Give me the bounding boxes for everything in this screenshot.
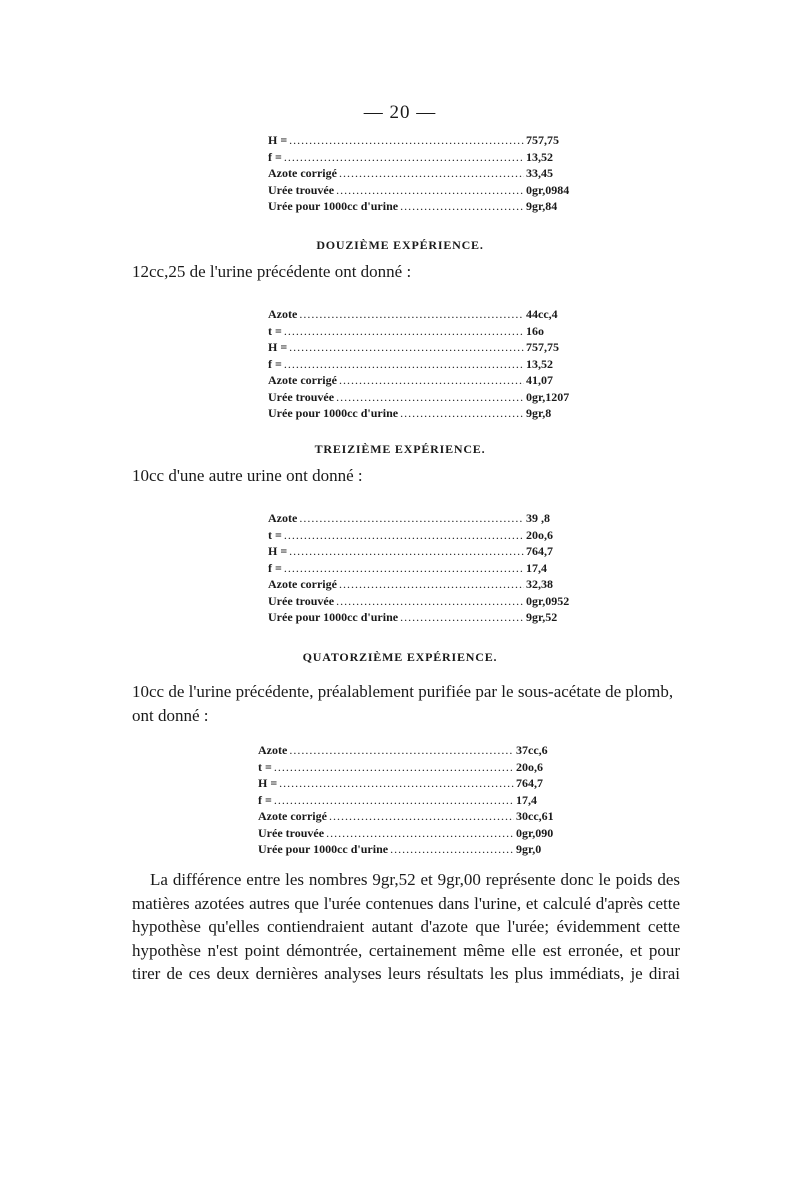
table-row [258,808,576,825]
row-value: 41,07 [526,373,553,387]
intro-line: 12cc,25 de l'urine précédente ont donné : [132,262,412,281]
row-value: 20o,6 [526,527,553,542]
table-row [268,405,586,422]
intro-treizieme [132,464,680,488]
paragraph-line: La différence entre les nombres 9gr,52 et 9gr,00 représente donc le poids des [150,870,680,889]
table-row [268,560,586,577]
table-row [268,198,586,215]
row-value: 0gr,1207 [526,389,570,404]
results-table-douzieme [268,306,586,422]
row-value: 32,38 [526,577,553,591]
row-label: Azote corrigé [268,577,337,591]
table-row [268,323,586,340]
section-heading-douzieme: DOUZIÈME EXPÉRIENCE. [316,238,484,252]
results-table-quatorzieme [258,742,576,858]
results-table-treizieme [268,510,586,626]
row-value: 33,45 [526,166,553,180]
section-heading-quatorzieme: QUATORZIÈME EXPÉRIENCE. [302,650,498,664]
table-row [268,356,586,373]
row-value: 0gr,0984 [526,182,570,197]
intro-quatorzieme [132,680,680,728]
row-value: 17,4 [526,560,547,575]
row-value: 0gr,0952 [526,593,570,608]
row-label: f = [268,356,282,371]
row-label: f = [268,149,282,164]
table-row [258,825,576,842]
table-row [268,593,586,610]
row-label: Azote corrigé [258,809,327,823]
table-row [268,527,586,544]
row-value: 9gr,0 [516,842,542,856]
row-label: H = [268,133,288,147]
row-label: Azote corrigé [268,166,337,180]
table-row [268,576,586,593]
row-label: t = [258,759,272,774]
table-row [268,389,586,406]
table-row [258,742,576,759]
row-value: 757,75 [526,133,559,147]
table-row [268,543,586,560]
page-number: — 20 — [363,102,437,123]
intro-line: ont donné : [132,706,209,725]
table-row [268,165,586,182]
table-row [268,132,586,149]
table-row [268,339,586,356]
table-row [268,510,586,527]
table-row [268,609,586,626]
row-label: Azote [268,511,298,525]
row-label: Urée trouvée [268,593,335,608]
intro-line: 10cc de l'urine précédente, préalablement purifiée par le sous-acétate de plomb, [132,682,674,701]
row-label: H = [268,544,288,558]
row-label: f = [268,560,282,575]
row-label: H = [268,340,288,354]
row-value: 16o [526,323,544,338]
section-heading-treizieme: TREIZIÈME EXPÉRIENCE. [314,442,486,456]
row-value: 37cc,6 [516,743,548,757]
row-label: Azote corrigé [268,373,337,387]
paragraph-line: hypothèse qu'elles contiendraient autant d'azote que l'urée; évidemment cette [132,917,680,936]
row-value: 20o,6 [516,759,543,774]
table-row [268,149,586,166]
row-value: 39 ,8 [526,511,550,525]
row-label: Urée trouvée [268,182,335,197]
table-row [268,372,586,389]
row-value: 757,75 [526,340,559,354]
table-row [258,792,576,809]
row-label: Azote [258,743,288,757]
table-row [268,306,586,323]
intro-line: 10cc d'une autre urine ont donné : [132,466,363,485]
row-label: Urée pour 1000cc d'urine [258,842,389,856]
row-value: 9gr,52 [526,610,558,624]
row-value: 17,4 [516,792,537,807]
row-value: 9gr,84 [526,199,558,213]
row-value: 764,7 [526,544,553,558]
row-label: Urée trouvée [258,825,325,840]
row-value: 764,7 [516,776,543,790]
results-table-continued [268,132,586,215]
row-label: t = [268,527,282,542]
row-label: Urée pour 1000cc d'urine [268,406,399,420]
row-label: Urée pour 1000cc d'urine [268,199,399,213]
table-row [258,841,576,858]
paragraph-line: hypothèse n'est point démontrée, certainement même elle est erronée, et pour [132,940,680,960]
table-row [268,182,586,199]
intro-douzieme [132,260,680,284]
table-row [258,759,576,776]
row-label: Urée trouvée [268,389,335,404]
row-label: f = [258,792,272,807]
row-value: 9gr,8 [526,406,552,420]
row-value: 13,52 [526,149,553,164]
conclusion-paragraph [132,868,680,986]
row-value: 13,52 [526,356,553,371]
paragraph-line: tirer de ces deux dernières analyses leurs résultats les plus immédiats, je dirai [132,964,680,983]
table-row [258,775,576,792]
row-value: 30cc,61 [516,809,554,823]
row-label: Azote [268,307,298,321]
row-label: H = [258,776,278,790]
paragraph-line: matières azotées autres que l'urée contenues dans l'urine, et calculé d'après cette [132,893,680,913]
row-value: 44cc,4 [526,307,558,321]
row-value: 0gr,090 [516,825,554,840]
row-label: Urée pour 1000cc d'urine [268,610,399,624]
row-label: t = [268,323,282,338]
